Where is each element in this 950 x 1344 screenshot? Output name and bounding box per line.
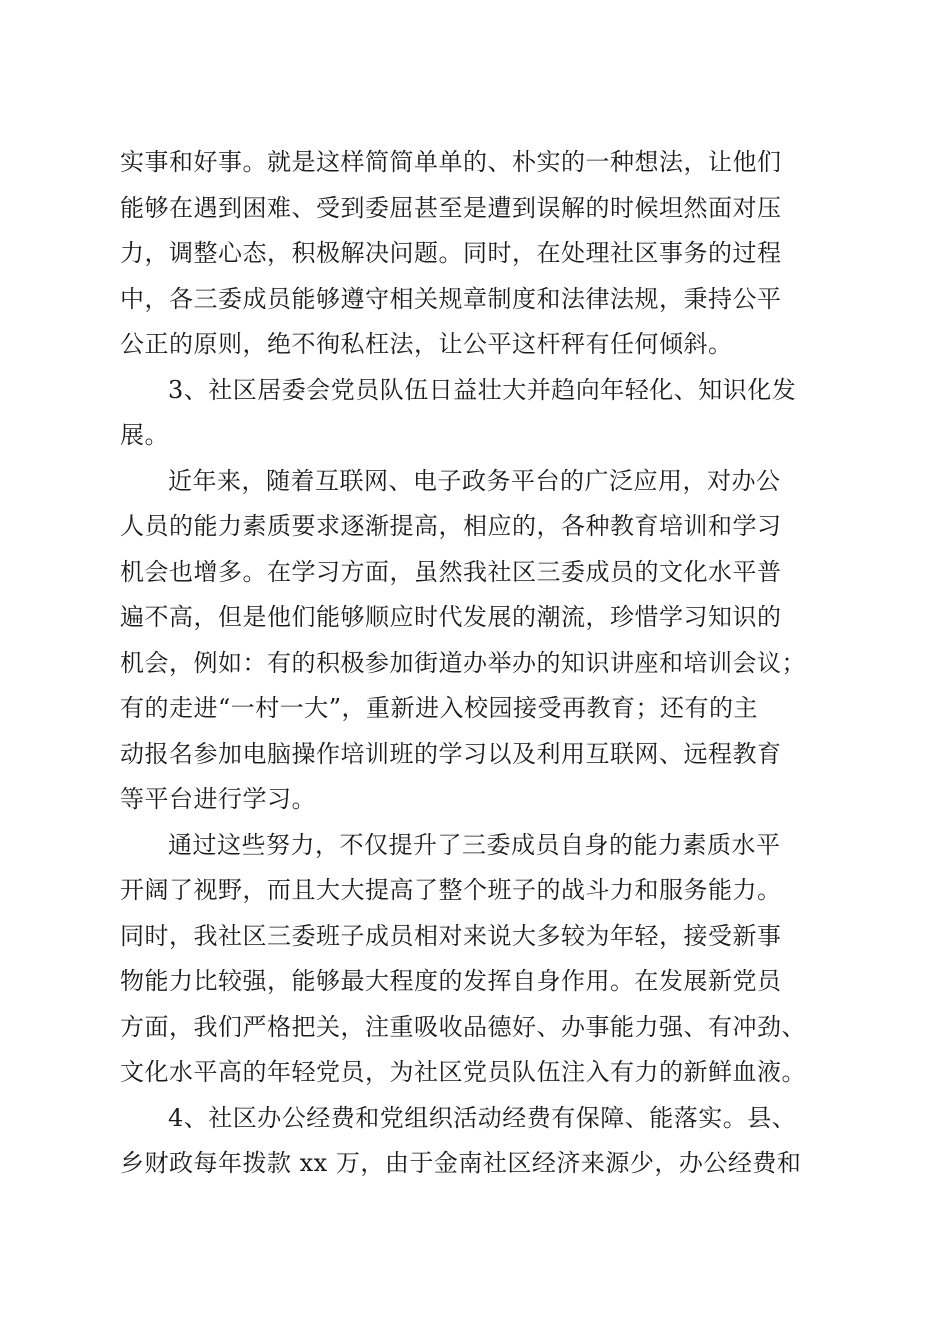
text-line: 乡财政每年拨款 xx 万，由于金南社区经济来源少，办公经费和	[120, 1149, 802, 1177]
text-line: 展。	[120, 421, 169, 449]
text-line: 有的走进“一村一大”，重新进入校园接受再教育；还有的主	[120, 694, 759, 722]
text-line: 人员的能力素质要求逐渐提高，相应的，各种教育培训和学习	[120, 512, 782, 540]
section-heading-3: 3、社区居委会党员队伍日益壮大并趋向年轻化、知识化发	[168, 375, 797, 404]
text-line: 机会，例如：有的积极参加街道办举办的知识讲座和培训会议；	[120, 648, 806, 677]
text-line: 动报名参加电脑操作培训班的学习以及利用互联网、远程教育	[120, 739, 782, 768]
text-line: 公正的原则，绝不徇私枉法，让公平这杆秤有任何倾斜。	[120, 330, 733, 358]
text-line: 物能力比较强，能够最大程度的发挥自身作用。在发展新党员	[120, 967, 782, 995]
text-line: 方面，我们严格把关，注重吸收品德好、办事能力强、有冲劲、	[120, 1012, 806, 1041]
section-heading-4: 4、社区办公经费和党组织活动经费有保障、能落实。县、	[168, 1103, 797, 1132]
text-line: 力，调整心态，积极解决问题。同时，在处理社区事务的过程	[120, 239, 782, 267]
text-line: 同时，我社区三委班子成员相对来说大多较为年轻，接受新事	[120, 921, 782, 950]
paragraph-start: 近年来，随着互联网、电子政务平台的广泛应用，对办公	[168, 466, 781, 495]
text-line: 文化水平高的年轻党员，为社区党员队伍注入有力的新鲜血液。	[120, 1058, 806, 1086]
text-line: 中，各三委成员能够遵守相关规章制度和法律法规，秉持公平	[120, 284, 782, 313]
text-line: 遍不高，但是他们能够顺应时代发展的潮流，珍惜学习知识的	[120, 603, 782, 631]
text-line: 等平台进行学习。	[120, 785, 316, 813]
body-text	[120, 140, 835, 1187]
paragraph-start: 通过这些努力，不仅提升了三委成员自身的能力素质水平	[168, 830, 781, 859]
text-line: 开阔了视野，而且大大提高了整个班子的战斗力和服务能力。	[120, 876, 782, 904]
text-line: 机会也增多。在学习方面，虽然我社区三委成员的文化水平普	[120, 557, 782, 586]
text-line: 实事和好事。就是这样简简单单的、朴实的一种想法，让他们	[120, 148, 782, 176]
text-line: 能够在遇到困难、受到委屈甚至是遭到误解的时候坦然面对压	[120, 193, 782, 222]
